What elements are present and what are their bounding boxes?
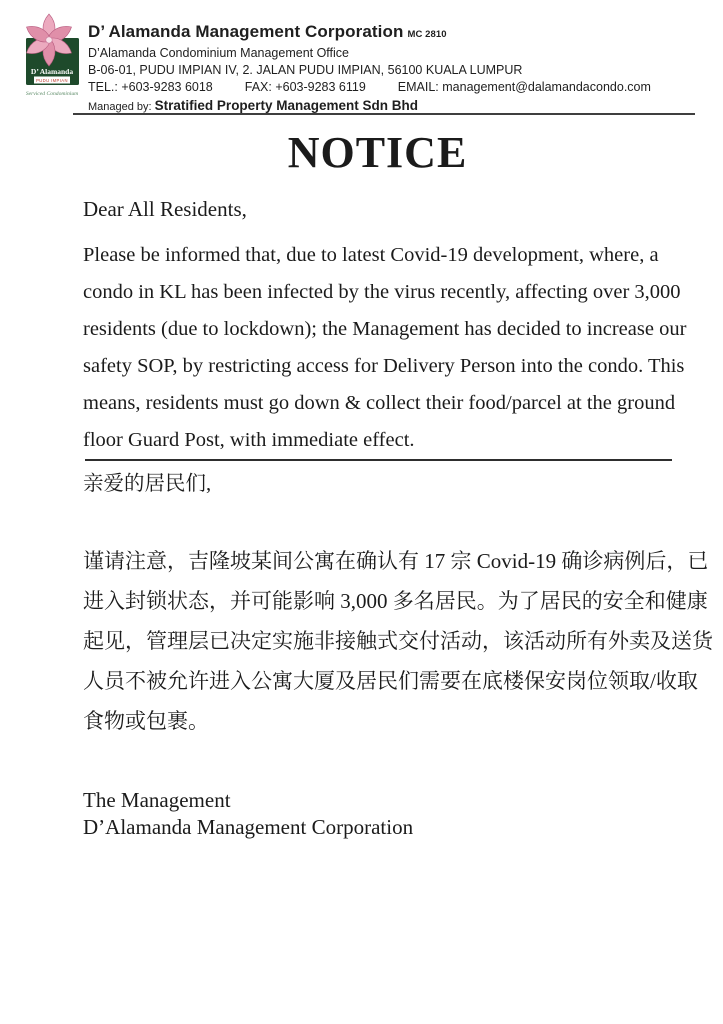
body-english-line: safety SOP, by restricting access for Delivery Person into the condo. This — [83, 355, 685, 377]
body-english-line: floor Guard Post, with immediate effect. — [83, 429, 415, 451]
body-chinese-line: 进入封锁状态，并可能影响 3,000 多名居民。为了居民的安全和健康 — [83, 589, 708, 613]
section-divider-rule — [85, 459, 672, 461]
managed-by-name: Stratified Property Management Sdn Bhd — [154, 98, 418, 113]
body-english-line: means, residents must go down & collect their food/parcel at the ground — [83, 392, 676, 414]
signature-block — [83, 787, 413, 841]
letterhead-text — [88, 13, 695, 117]
company-registration: MC 2810 — [407, 29, 447, 40]
logo-subtitle: PUDU IMPIAN — [36, 77, 68, 83]
managed-by-label: Managed by: — [88, 101, 152, 113]
body-english-line: residents (due to lockdown); the Management has decided to increase our — [83, 318, 687, 340]
body-english-line: condo in KL has been infected by the virus recently, affecting over 3,000 — [83, 281, 681, 303]
signature-line-management: The Management — [83, 788, 231, 812]
office-line: D’Alamanda Condominium Management Office — [88, 46, 350, 60]
dalamanda-logo — [20, 13, 84, 103]
body-chinese-line: 人员不被允许进入公寓大厦及居民们需要在底楼保安岗位领取/收取 — [83, 669, 698, 693]
letterhead-rule — [73, 113, 695, 115]
company-name: D’ Alamanda Management Corporation — [88, 22, 404, 41]
fax-number: FAX: +603-9283 6119 — [244, 80, 366, 94]
body-chinese — [83, 541, 713, 741]
salutation-english: Dear All Residents, — [83, 197, 247, 221]
body-chinese-line: 谨请注意，吉隆坡某间公寓在确认有 17 宗 Covid-19 确诊病例后，已 — [83, 549, 709, 573]
logo-title: D’ Alamanda — [30, 67, 74, 76]
company-name-line — [88, 22, 695, 45]
notice-title: NOTICE — [287, 128, 468, 177]
address-line: B-06-01, PUDU IMPIAN IV, 2. JALAN PUDU IMPIAN, 56100 KUALA LUMPUR — [88, 63, 523, 77]
signature-line-corporation: D’Alamanda Management Corporation — [83, 815, 414, 839]
logo-tagline: Serviced Condominium — [25, 91, 79, 97]
email-address: EMAIL: management@dalamandacondo.com — [397, 80, 651, 94]
body-chinese-line: 食物或包裹。 — [83, 709, 209, 733]
body-english-line: Please be informed that, due to latest Covid-19 development, where, a — [83, 244, 659, 266]
letterhead — [20, 13, 695, 117]
salutation-chinese: 亲爱的居民们, — [83, 473, 212, 495]
contact-line — [88, 79, 695, 96]
body-chinese-line: 起见，管理层已决定实施非接触式交付活动，该活动所有外卖及送货 — [83, 629, 713, 653]
body-english — [83, 237, 687, 459]
tel-number: TEL.: +603-9283 6018 — [88, 80, 213, 94]
